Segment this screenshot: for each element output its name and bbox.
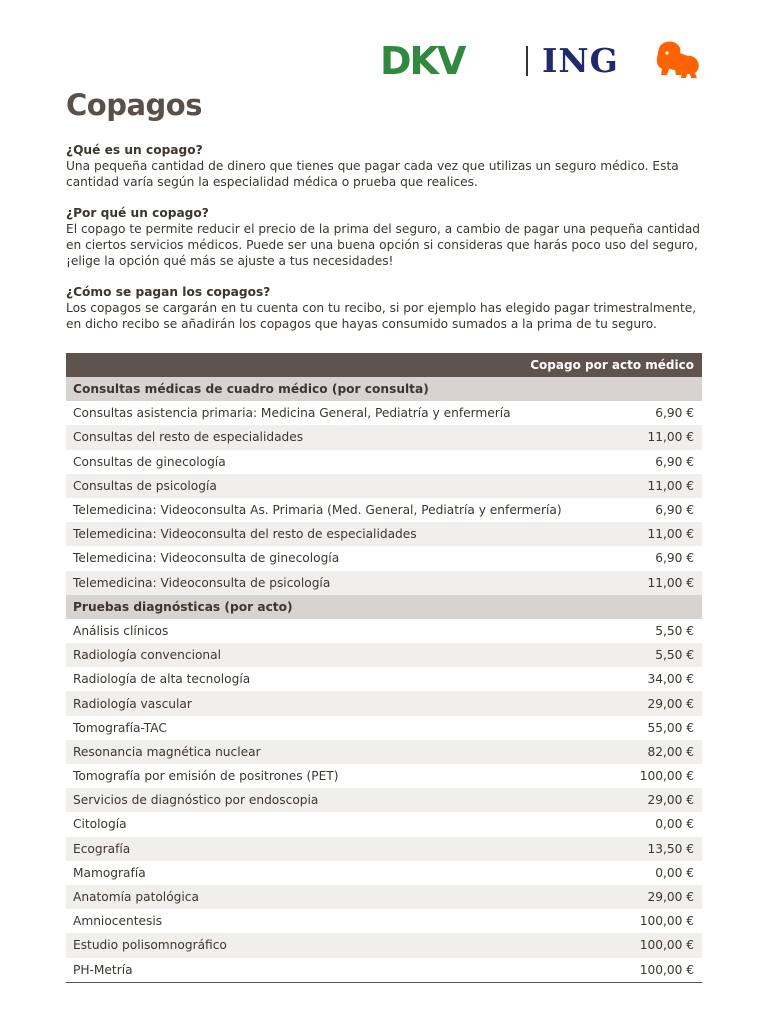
row-label: Citología [73, 817, 127, 832]
row-value: 29,00 € [647, 696, 694, 711]
faq-answer: El copago te permite reducir el precio de la prima del seguro, a cambio de pagar una pequeña cantidad en ciertos servicios médicos. Puede ser una buena opción si consideras que harás poco uso del seguro, ¡elige la opción qué más se ajuste a tus necesidades! [66, 221, 701, 268]
row-value: 11,00 € [647, 527, 694, 542]
row-value: 11,00 € [647, 478, 694, 493]
row-label: Consultas asistencia primaria: Medicina General, Pediatría y enfermería [73, 406, 511, 421]
table-row [66, 450, 702, 474]
row-value: 55,00 € [647, 720, 694, 735]
table-row [66, 401, 702, 425]
table-row [66, 958, 702, 982]
faq-section [66, 143, 706, 348]
table-row [66, 933, 702, 957]
faq-question: ¿Cómo se pagan los copagos? [66, 285, 271, 300]
row-value: 100,00 € [639, 769, 694, 784]
faq-answer: Una pequeña cantidad de dinero que tienes que pagar cada vez que utilizas un seguro médico. Esta cantidad varía según la especialidad médica o prueba que realices. [66, 158, 679, 189]
table-row [66, 837, 702, 861]
table-row [66, 716, 702, 740]
table-section-header [66, 595, 702, 619]
row-value: 6,90 € [655, 503, 694, 518]
table-row [66, 571, 702, 595]
row-label: Consultas de psicología [73, 478, 217, 493]
row-label: Mamografía [73, 865, 146, 880]
row-label: Tomografía-TAC [73, 720, 167, 735]
row-label: Consultas del resto de especialidades [73, 430, 304, 445]
row-value: 100,00 € [639, 938, 694, 953]
row-label: Telemedicina: Videoconsulta de psicología [73, 575, 331, 590]
row-value: 100,00 € [639, 914, 694, 929]
row-value: 82,00 € [647, 744, 694, 759]
faq-answer: Los copagos se cargarán en tu cuenta con tu recibo, si por ejemplo has elegido pagar trimestralmente, en dicho recibo se añadirán los copagos que hayas consumido sumados a la prima de tu seguro. [66, 300, 697, 331]
table-row [66, 474, 702, 498]
row-label: Radiología convencional [73, 648, 221, 663]
faq-block [66, 285, 706, 332]
row-label: Servicios de diagnóstico por endoscopia [73, 793, 319, 808]
dkv-logo: DKV [380, 39, 465, 83]
table-row [66, 812, 702, 836]
row-value: 5,50 € [655, 623, 694, 638]
row-label: Radiología de alta tecnología [73, 672, 251, 687]
table-row [66, 691, 702, 715]
logo-divider [526, 46, 528, 76]
row-label: Telemedicina: Videoconsulta del resto de especialidades [73, 527, 417, 542]
row-label: Telemedicina: Videoconsulta de ginecología [73, 551, 340, 566]
table-row [66, 667, 702, 691]
row-label: Estudio polisomnográfico [73, 938, 227, 953]
row-value: 29,00 € [647, 890, 694, 905]
brand-logos [380, 40, 705, 82]
table-row [66, 764, 702, 788]
table-row [66, 425, 702, 449]
row-value: 0,00 € [655, 865, 694, 880]
row-value: 11,00 € [647, 430, 694, 445]
row-label: Ecografía [73, 841, 131, 856]
table-section-header [66, 377, 702, 401]
row-label: PH-Metría [73, 962, 133, 977]
table-row [66, 619, 702, 643]
row-label: Análisis clínicos [73, 623, 169, 638]
row-label: Radiología vascular [73, 696, 192, 711]
table-row [66, 788, 702, 812]
table-row [66, 909, 702, 933]
row-value: 11,00 € [647, 575, 694, 590]
faq-block [66, 206, 706, 269]
row-label: Amniocentesis [73, 914, 163, 929]
row-value: 6,90 € [655, 406, 694, 421]
copay-table [66, 353, 702, 983]
row-label: Anatomía patológica [73, 890, 199, 905]
table-row [66, 885, 702, 909]
table-header-label: Copago por acto médico [530, 358, 694, 372]
page-title: Copagos [66, 88, 202, 122]
row-value: 34,00 € [647, 672, 694, 687]
table-header [66, 353, 702, 377]
row-label: Tomografía por emisión de positrones (PET) [73, 769, 339, 784]
row-value: 6,90 € [655, 454, 694, 469]
row-value: 100,00 € [639, 962, 694, 977]
table-row [66, 740, 702, 764]
row-label: Telemedicina: Videoconsulta As. Primaria (Med. General, Pediatría y enfermería) [73, 503, 562, 518]
row-label: Consultas de ginecología [73, 454, 226, 469]
ing-logo: ING [542, 41, 619, 80]
row-value: 29,00 € [647, 793, 694, 808]
section-title: Consultas médicas de cuadro médico (por consulta) [73, 382, 429, 397]
table-row [66, 498, 702, 522]
row-value: 13,50 € [647, 841, 694, 856]
faq-question: ¿Por qué un copago? [66, 206, 209, 221]
faq-block [66, 143, 706, 190]
row-value: 5,50 € [655, 648, 694, 663]
row-label: Resonancia magnética nuclear [73, 744, 261, 759]
section-title: Pruebas diagnósticas (por acto) [73, 599, 293, 614]
ing-lion-icon [640, 40, 704, 80]
table-row [66, 546, 702, 570]
row-value: 6,90 € [655, 551, 694, 566]
row-value: 0,00 € [655, 817, 694, 832]
faq-question: ¿Qué es un copago? [66, 143, 203, 157]
table-row [66, 861, 702, 885]
table-row [66, 643, 702, 667]
table-row [66, 522, 702, 546]
